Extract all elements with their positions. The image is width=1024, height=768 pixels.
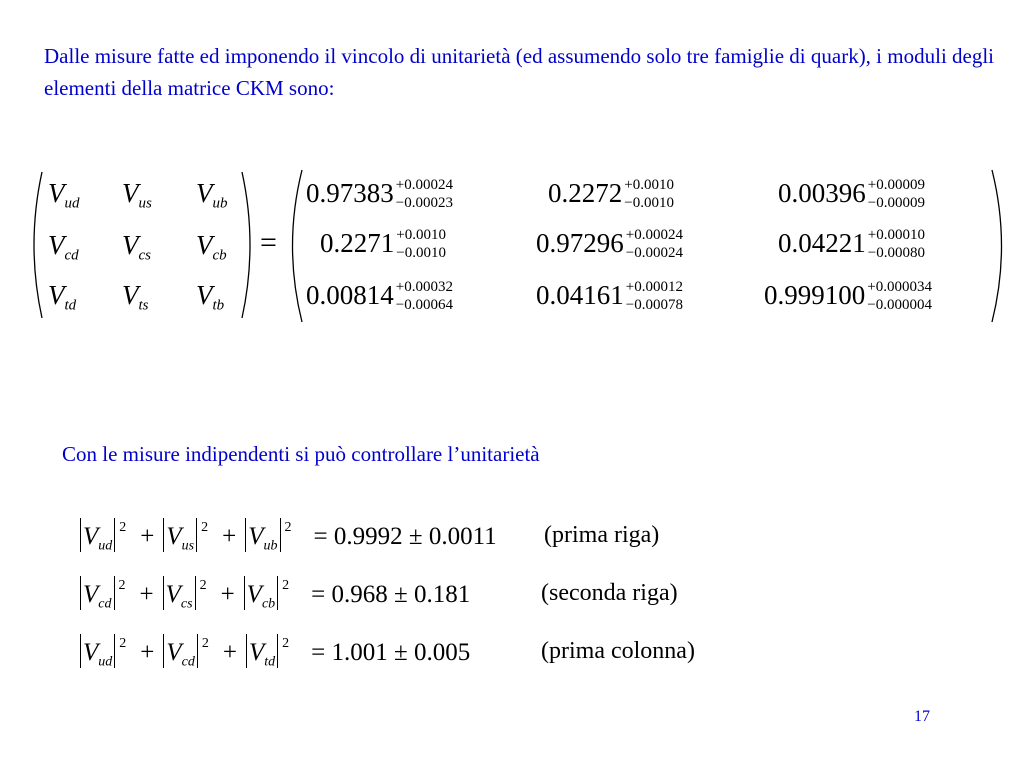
- matrix-error: [626, 226, 683, 262]
- ckm-term-us: $V_{us}$: [166, 523, 195, 554]
- unitarity-row: [78, 634, 470, 684]
- ckm-term-cd: $V_{cd}$: [166, 639, 195, 670]
- section-heading: Con le misure indipendenti si può controllare l’unitarietà: [62, 442, 540, 466]
- square-exponent: 2: [199, 578, 207, 594]
- abs-bar: [280, 518, 281, 552]
- error-plus: +0.00024: [625, 227, 683, 243]
- left-paren-v: [28, 170, 44, 320]
- ckm-symbol-cb: $V_{cb}$: [196, 230, 227, 264]
- error-minus: −0.00080: [867, 245, 925, 261]
- matrix-error: [396, 176, 453, 212]
- abs-bar: [277, 576, 278, 610]
- matrix-error: [396, 226, 446, 262]
- plus-sign: +: [140, 639, 155, 666]
- matrix-value: 0.2272: [548, 178, 623, 208]
- matrix-value: 0.00814: [306, 280, 394, 310]
- error-plus: +0.000034: [867, 279, 932, 295]
- error-minus: −0.00024: [625, 245, 683, 261]
- error-minus: −0.0010: [396, 245, 446, 261]
- error-minus: −0.00064: [395, 297, 453, 313]
- ckm-symbol-us: $V_{us}$: [122, 178, 152, 212]
- matrix-value: 0.00396: [778, 178, 866, 208]
- plus-sign: +: [220, 581, 235, 608]
- error-minus: −0.0010: [624, 195, 674, 211]
- error-plus: +0.00010: [867, 227, 925, 243]
- error-plus: +0.00009: [867, 177, 925, 193]
- error-plus: +0.0010: [624, 177, 674, 193]
- right-paren-values: [990, 168, 1008, 324]
- unitarity-result: = 0.968 ± 0.181: [311, 581, 471, 608]
- ckm-term-ud: $V_{ud}$: [83, 523, 113, 554]
- ckm-term-cb: $V_{cb}$: [246, 581, 276, 612]
- error-plus: +0.00032: [395, 279, 453, 295]
- matrix-error: [868, 176, 925, 212]
- abs-bar: [114, 576, 115, 610]
- ckm-term-ud: $V_{ud}$: [83, 639, 113, 670]
- square-exponent: 2: [282, 578, 290, 594]
- ckm-term-cd: $V_{cd}$: [83, 581, 112, 612]
- ckm-symbol-tb: $V_{tb}$: [196, 280, 225, 314]
- matrix-error: [626, 278, 683, 314]
- abs-bar: [195, 576, 196, 610]
- abs-bar: [197, 634, 198, 668]
- slide-number: 17: [914, 708, 930, 725]
- right-paren-v: [240, 170, 256, 320]
- abs-bar: [80, 634, 81, 668]
- matrix-value: 0.2271: [320, 228, 395, 258]
- matrix-value: 0.04221: [778, 228, 866, 258]
- unitarity-result: = 0.9992 ± 0.0011: [313, 523, 497, 550]
- abs-bar: [245, 518, 246, 552]
- ckm-term-td: $V_{td}$: [249, 639, 276, 670]
- abs-bar: [163, 518, 164, 552]
- ckm-term-ub: $V_{ub}$: [248, 523, 278, 554]
- abs-bar: [114, 518, 115, 552]
- plus-sign: +: [139, 581, 154, 608]
- abs-bar: [114, 634, 115, 668]
- ckm-symbol-ts: $V_{ts}$: [122, 280, 149, 314]
- ckm-symbol-td: $V_{td}$: [48, 280, 77, 314]
- square-exponent: 2: [118, 578, 126, 594]
- left-paren-values: [286, 168, 304, 324]
- unitarity-label: (prima riga): [544, 522, 660, 548]
- ckm-term-cs: $V_{cs}$: [165, 581, 193, 612]
- unitarity-label: (prima colonna): [541, 638, 695, 664]
- matrix-error: [868, 226, 925, 262]
- ckm-symbol-ub: $V_{ub}$: [196, 178, 228, 212]
- square-exponent: 2: [201, 520, 209, 536]
- ckm-symbol-cs: $V_{cs}$: [122, 230, 151, 264]
- unitarity-row: [78, 576, 470, 626]
- intro-paragraph: Dalle misure fatte ed imponendo il vincolo di unitarietà (ed assumendo solo tre famiglie di quark), i moduli degli elementi della matrice CKM sono:: [44, 44, 995, 100]
- error-plus: +0.00024: [395, 177, 453, 193]
- matrix-error: [396, 278, 453, 314]
- matrix-value: 0.04161: [536, 280, 624, 310]
- matrix-value: 0.999100: [764, 280, 866, 310]
- matrix-value: 0.97383: [306, 178, 394, 208]
- unitarity-row: [78, 518, 497, 568]
- abs-bar: [80, 576, 81, 610]
- square-exponent: 2: [284, 520, 292, 536]
- abs-bar: [246, 634, 247, 668]
- error-minus: −0.00078: [625, 297, 683, 313]
- matrix-error: [624, 176, 674, 212]
- unitarity-label: (seconda riga): [541, 580, 678, 606]
- error-plus: +0.0010: [396, 227, 446, 243]
- plus-sign: +: [222, 523, 237, 550]
- square-exponent: 2: [119, 636, 127, 652]
- abs-bar: [163, 576, 164, 610]
- abs-bar: [277, 634, 278, 668]
- abs-bar: [163, 634, 164, 668]
- abs-bar: [244, 576, 245, 610]
- error-minus: −0.00023: [395, 195, 453, 211]
- square-exponent: 2: [282, 636, 290, 652]
- plus-sign: +: [222, 639, 237, 666]
- equals-sign: =: [260, 226, 277, 259]
- square-exponent: 2: [119, 520, 127, 536]
- matrix-error: [867, 278, 932, 314]
- abs-bar: [80, 518, 81, 552]
- plus-sign: +: [140, 523, 155, 550]
- square-exponent: 2: [201, 636, 209, 652]
- ckm-symbol-cd: $V_{cd}$: [48, 230, 79, 264]
- error-minus: −0.000004: [867, 297, 932, 313]
- abs-bar: [196, 518, 197, 552]
- matrix-value: 0.97296: [536, 228, 624, 258]
- error-minus: −0.00009: [867, 195, 925, 211]
- ckm-symbol-ud: $V_{ud}$: [48, 178, 80, 212]
- unitarity-result: = 1.001 ± 0.005: [311, 639, 471, 666]
- error-plus: +0.00012: [625, 279, 683, 295]
